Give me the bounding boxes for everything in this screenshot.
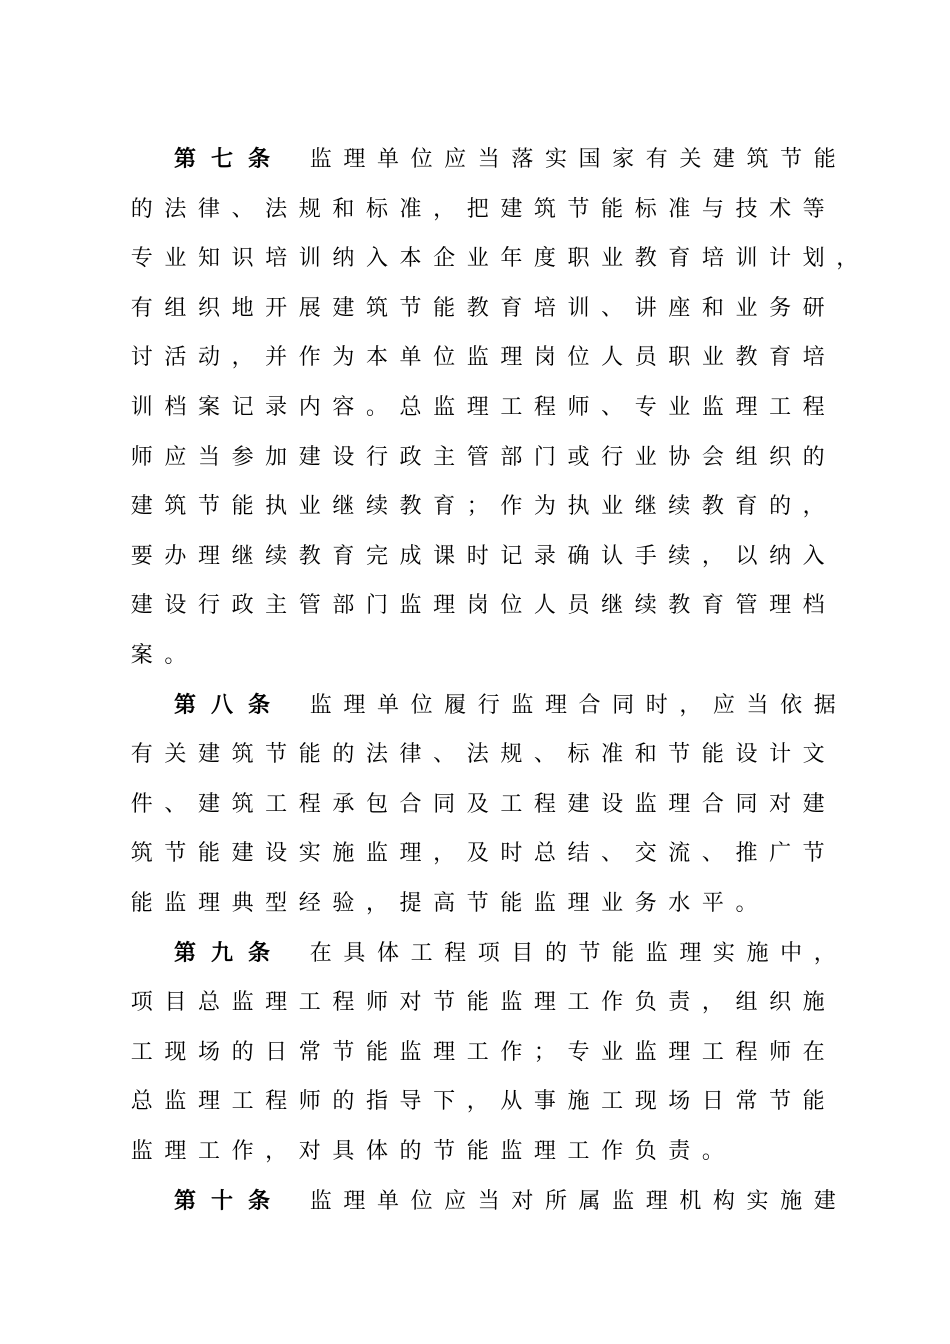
article-line bbox=[125, 293, 830, 325]
article-first-line bbox=[174, 1186, 842, 1218]
article-line bbox=[125, 739, 830, 771]
article-line bbox=[125, 541, 830, 573]
line-text: 项 目 总 监 理 工 程 师 对 节 能 监 理 工 作 负 责 ， 组 织 施 bbox=[130, 990, 825, 1016]
article-heading: 第 八 条 bbox=[174, 692, 270, 718]
line-text: 训 档 案 记 录 内 容 。 总 监 理 工 程 师 、 专 业 监 理 工 程 bbox=[130, 395, 825, 420]
line-text: 有 组 织 地 开 展 建 筑 节 能 教 育 培 训 、 讲 座 和 业 务 研 bbox=[130, 295, 825, 321]
article-heading: 第 九 条 bbox=[174, 940, 270, 966]
article-line bbox=[125, 1037, 830, 1069]
line-text: 监 理 单 位 履 行 监 理 合 同 时 ， 应 当 依 据 bbox=[309, 692, 836, 718]
line-text: 工 现 场 的 日 常 节 能 监 理 工 作 ； 专 业 监 理 工 程 师 在 bbox=[130, 1039, 825, 1065]
line-text: 专 业 知 识 培 训 纳 入 本 企 业 年 度 职 业 教 育 培 训 计 划 ， bbox=[130, 246, 859, 272]
article-line bbox=[125, 789, 830, 821]
line-text: 总 监 理 工 程 师 的 指 导 下 ， 从 事 施 工 现 场 日 常 节 能 bbox=[130, 1089, 825, 1115]
article-line bbox=[125, 491, 830, 523]
article-line bbox=[125, 1086, 830, 1118]
line-text: 要 办 理 继 续 教 育 完 成 课 时 记 录 确 认 手 续 ， 以 纳 入 bbox=[130, 543, 825, 569]
article-heading: 第 十 条 bbox=[174, 1188, 270, 1214]
article-line bbox=[125, 342, 830, 374]
line-text: 筑 节 能 建 设 实 施 监 理 ， 及 时 总 结 、 交 流 、 推 广 节 bbox=[130, 841, 825, 867]
article-line bbox=[125, 987, 830, 1019]
line-text: 讨 活 动 ， 并 作 为 本 单 位 监 理 岗 位 人 员 职 业 教 育 培 bbox=[130, 345, 825, 371]
line-text: 的 法 律 、 法 规 和 标 准 ， 把 建 筑 节 能 标 准 与 技 术 等 bbox=[130, 196, 825, 222]
article-line bbox=[125, 243, 864, 275]
article-line bbox=[125, 1136, 730, 1168]
line-text: 案 。 bbox=[130, 643, 187, 668]
line-text: 在 具 体 工 程 项 目 的 节 能 监 理 实 施 中 ， bbox=[309, 940, 836, 966]
line-text: 监 理 单 位 应 当 对 所 属 监 理 机 构 实 施 建 bbox=[309, 1188, 836, 1214]
article-first-line bbox=[174, 938, 842, 970]
article-first-line bbox=[174, 144, 842, 176]
line-text: 能 监 理 典 型 经 验 ， 提 高 节 能 监 理 业 务 水 平 。 bbox=[130, 891, 758, 916]
article-first-line bbox=[174, 690, 842, 722]
line-text: 有 关 建 筑 节 能 的 法 律 、 法 规 、 标 准 和 节 能 设 计 文 bbox=[130, 742, 825, 768]
article-line bbox=[125, 838, 830, 870]
line-text: 件 、 建 筑 工 程 承 包 合 同 及 工 程 建 设 监 理 合 同 对 建 bbox=[130, 791, 825, 817]
article-line bbox=[125, 442, 830, 474]
article-line bbox=[125, 640, 192, 672]
article-line bbox=[125, 590, 830, 622]
line-text: 监 理 单 位 应 当 落 实 国 家 有 关 建 筑 节 能 bbox=[309, 147, 836, 172]
line-text: 师 应 当 参 加 建 设 行 政 主 管 部 门 或 行 业 协 会 组 织 的 bbox=[130, 444, 825, 470]
line-text: 监 理 工 作 ， 对 具 体 的 节 能 监 理 工 作 负 责 。 bbox=[130, 1139, 724, 1164]
article-line bbox=[125, 888, 763, 920]
article-line bbox=[125, 392, 830, 424]
line-text: 建 设 行 政 主 管 部 门 监 理 岗 位 人 员 继 续 教 育 管 理 档 bbox=[130, 593, 825, 619]
article-line bbox=[125, 194, 830, 226]
article-heading: 第 七 条 bbox=[174, 147, 270, 172]
line-text: 建 筑 节 能 执 业 继 续 教 育 ； 作 为 执 业 继 续 教 育 的 ， bbox=[130, 494, 825, 520]
